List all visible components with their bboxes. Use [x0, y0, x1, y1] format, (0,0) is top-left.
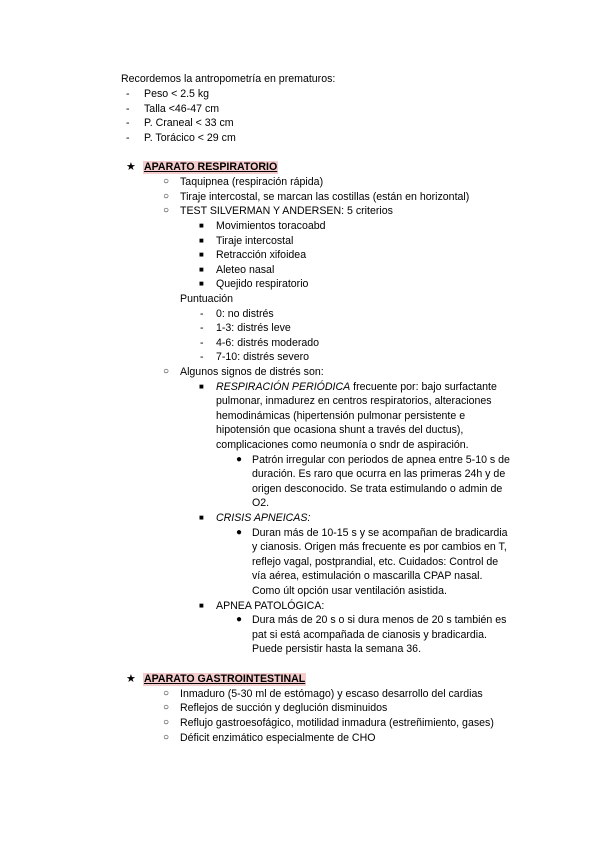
- list-item: Reflujo gastroesofágico, motilidad inmadura (estreñimiento, gases): [180, 717, 494, 729]
- dash-bullet: -: [200, 337, 204, 349]
- list-item: Quejido respiratorio: [216, 278, 309, 290]
- dash-bullet: -: [126, 103, 130, 115]
- list-item: P. Craneal < 33 cm: [144, 117, 234, 129]
- paragraph-line: Como últ opción usar ventilación asistida.: [252, 585, 447, 597]
- list-item: 1-3: distrés leve: [216, 322, 291, 334]
- circle-bullet: ○: [163, 717, 170, 728]
- dash-bullet: -: [200, 322, 204, 334]
- circle-bullet: ○: [163, 191, 170, 202]
- square-bullet: ■: [199, 382, 204, 391]
- paragraph-line: O2.: [252, 497, 270, 509]
- square-bullet: ■: [199, 221, 204, 230]
- paragraph-line: reflejo vagal, postprandial, etc. Cuidados: Control de: [252, 556, 499, 568]
- paragraph-line: complicaciones como neumonía o sndr de aspiración.: [216, 439, 469, 451]
- score-label: Puntuación: [180, 293, 234, 305]
- dash-bullet: -: [200, 351, 204, 363]
- paragraph-line: y cianosis. Origen más frecuente es por cambios en T,: [252, 541, 507, 553]
- list-item: Aleteo nasal: [216, 264, 275, 276]
- square-bullet: ■: [199, 265, 204, 274]
- list-item: Reflejos de succión y deglución disminuidos: [180, 702, 388, 714]
- dash-bullet: -: [126, 117, 130, 129]
- square-bullet: ■: [199, 601, 204, 610]
- list-item: 7-10: distrés severo: [216, 351, 310, 363]
- paragraph-line: Puede persistir hasta la semana 36.: [252, 643, 422, 655]
- square-bullet: ■: [199, 513, 204, 522]
- circle-bullet: ○: [163, 176, 170, 187]
- paragraph-line: origen desconocido. Se trata estimulando o admin de: [252, 483, 503, 495]
- circle-bullet: ○: [163, 366, 170, 377]
- paragraph-line: pat si está acompañada de cianosis y bradicardia.: [252, 629, 487, 641]
- paragraph-line: Duran más de 10-15 s y se acompañan de bradicardia: [252, 527, 508, 539]
- paragraph-line: vía aérea, estimulación o mascarilla CPAP nasal.: [252, 570, 483, 582]
- section-heading-gastro: APARATO GASTROINTESTINAL: [144, 673, 306, 685]
- square-bullet: ■: [199, 279, 204, 288]
- section-heading-respiratory: APARATO RESPIRATORIO: [144, 161, 278, 173]
- paragraph-line: duración. Es raro que ocurra en las primeras 24h y de: [252, 468, 506, 480]
- list-item: Algunos signos de distrés son:: [180, 366, 324, 378]
- list-item: Talla <46-47 cm: [144, 103, 220, 115]
- dot-bullet: ●: [236, 454, 243, 465]
- circle-bullet: ○: [163, 702, 170, 713]
- star-icon: ★: [126, 161, 136, 173]
- paragraph-line: Patrón irregular con periodos de apnea entre 5-10 s de: [252, 454, 510, 466]
- list-item: Retracción xifoidea: [216, 249, 307, 261]
- list-item: Tiraje intercostal: [216, 235, 294, 247]
- list-item: TEST SILVERMAN Y ANDERSEN: 5 criterios: [180, 205, 393, 217]
- list-item: 0: no distrés: [216, 308, 274, 320]
- list-item: Inmaduro (5-30 ml de estómago) y escaso desarrollo del cardias: [180, 688, 483, 700]
- list-item: Déficit enzimático especialmente de CHO: [180, 732, 376, 744]
- dash-bullet: -: [126, 88, 130, 100]
- dot-bullet: ●: [236, 614, 243, 625]
- list-item: 4-6: distrés moderado: [216, 337, 320, 349]
- intro-text: Recordemos la antropometría en prematuros:: [121, 73, 336, 85]
- circle-bullet: ○: [163, 205, 170, 216]
- periodic-breathing-text: frecuente por: bajo surfactante: [350, 381, 497, 393]
- paragraph-line: Dura más de 20 s o si dura menos de 20 s también es: [252, 614, 507, 626]
- list-item: Tiraje intercostal, se marcan las costillas (están en horizontal): [180, 191, 470, 203]
- paragraph-line: hipotensión que ocasiona shunt a través del ductus),: [216, 424, 464, 436]
- apnea-pathologic-title: APNEA PATOLÓGICA:: [216, 600, 325, 612]
- periodic-breathing-line: [216, 380, 497, 395]
- periodic-breathing-title: RESPIRACIÓN PERIÓDICA: [216, 381, 351, 393]
- dash-bullet: -: [126, 132, 130, 144]
- list-item: Peso < 2.5 kg: [144, 88, 210, 100]
- dash-bullet: -: [200, 308, 204, 320]
- list-item: Taquipnea (respiración rápida): [180, 176, 324, 188]
- apnea-crisis-title: CRISIS APNEICAS:: [216, 512, 311, 524]
- square-bullet: ■: [199, 250, 204, 259]
- square-bullet: ■: [199, 236, 204, 245]
- paragraph-line: hemodinámicas (hipertensión pulmonar persistente e: [216, 410, 466, 422]
- paragraph-line: pulmonar, inmadurez en centros respiratorios, alteraciones: [216, 395, 492, 407]
- circle-bullet: ○: [163, 688, 170, 699]
- star-icon: ★: [126, 673, 136, 685]
- list-item: P. Torácico < 29 cm: [144, 132, 236, 144]
- circle-bullet: ○: [163, 732, 170, 743]
- list-item: Movimientos toracoabd: [216, 220, 326, 232]
- dot-bullet: ●: [236, 527, 243, 538]
